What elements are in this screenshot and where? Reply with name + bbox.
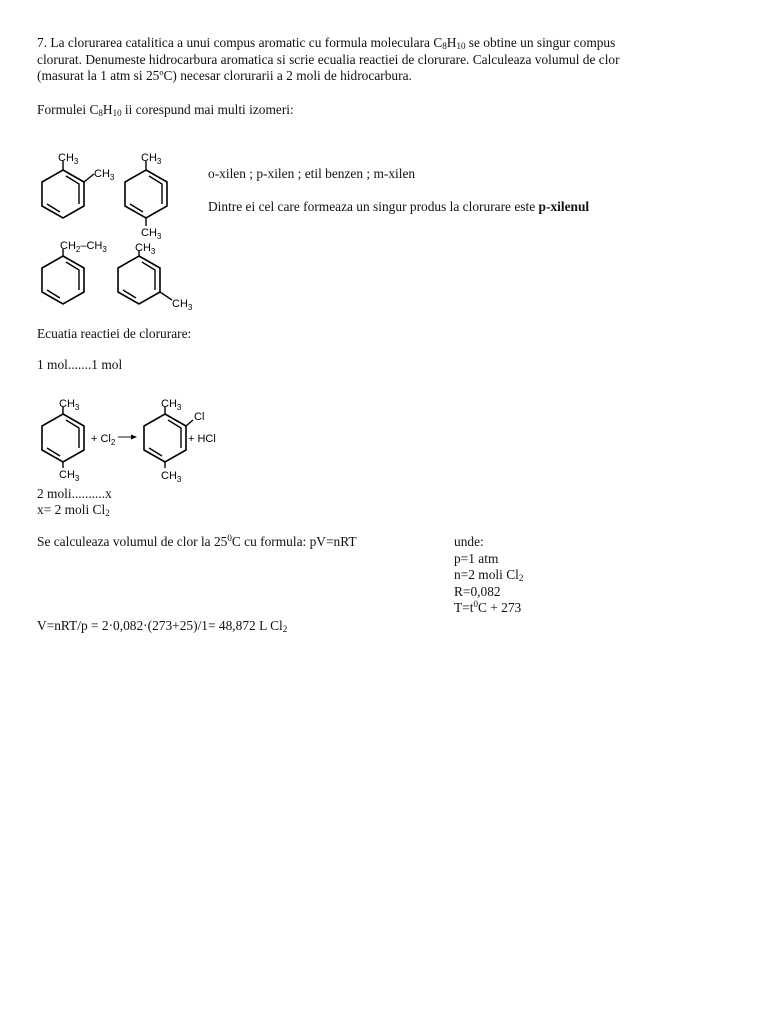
svg-text:CH3: $CH_3$ — [135, 242, 156, 256]
where-t: $T=t^0C + 273$ — [454, 599, 522, 615]
answer-bold: p-xilenul — [538, 199, 590, 214]
problem-line-2: clorurat. Denumeste hidrocarbura aromatica si scrie ecualia reactiei de clorurare. Calculeaza volumul de clor — [37, 51, 620, 67]
svg-text:CH3: $CH_3$ — [161, 398, 182, 412]
svg-text:CH3: $CH_3$ — [58, 152, 79, 166]
problem-line-1: 7. La clorurarea catalitica a unui compus aromatic cu formula moleculara $C_8H_{10}$ se obtine un singur compus — [37, 35, 616, 51]
isomers-intro: Formulei $C_8H_{10}$ ii corespund mai multi izomeri: — [37, 102, 294, 118]
svg-text:CH3: $CH_3$ — [94, 168, 115, 182]
moles-line: 2 moli..........x — [37, 486, 112, 501]
where-block — [454, 534, 523, 617]
ethylbenzene-structure — [42, 240, 107, 304]
where-n: n=2 moli $Cl_2$ — [454, 567, 524, 583]
svg-text:CH2–CH3: $CH_2-CH_3$ — [60, 240, 107, 254]
where-p: p=1 atm — [454, 550, 499, 566]
problem-number: 7. — [37, 35, 48, 50]
reaction-title: Ecuatia reactiei de clorurare: — [37, 326, 192, 341]
svg-text:CH3: $CH_3$ — [172, 298, 193, 312]
formula-line: Se calculeaza volumul de clor la $25^0C$ cu formula: pV=nRT — [37, 533, 357, 549]
plus-cl2-label: + $Cl_2$ — [91, 433, 116, 447]
svg-text:CH3: $CH_3$ — [161, 470, 182, 484]
m-xylene-structure — [118, 242, 193, 312]
where-r: R=0,082 — [454, 583, 501, 599]
o-xylene-structure — [42, 152, 115, 218]
svg-text:CH3: $CH_3$ — [59, 398, 80, 412]
where-title: unde: — [454, 534, 484, 549]
svg-text:CH3: $CH_3$ — [141, 152, 162, 166]
reaction-arrow — [118, 435, 137, 440]
isomer-names: o-xilen ; p-xilen ; etil benzen ; m-xilen — [208, 166, 416, 181]
answer-line: Dintre ei cel care formeaza un singur produs la clorurare este p-xilenul — [208, 199, 590, 214]
reaction-reactant-structure — [42, 398, 84, 483]
x-result: x= 2 moli $Cl_2$ — [37, 502, 110, 518]
result-line: V=nRT/p = 2·0,082·(273+25)/1= 48,872 L $Cl_2$ — [37, 618, 288, 634]
svg-text:CH3: $CH_3$ — [59, 469, 80, 483]
plus-hcl-label: + HCl — [188, 433, 216, 445]
svg-text:CH3: $CH_3$ — [141, 227, 162, 241]
mol-ratio: 1 mol.......1 mol — [37, 357, 123, 372]
problem-line-3: (masurat la 1 atm si 25ºC) necesar clorurarii a 2 moli de hidrocarbura. — [37, 68, 412, 83]
p-xylene-structure — [125, 152, 167, 241]
svg-text:Cl: Cl — [194, 411, 205, 423]
